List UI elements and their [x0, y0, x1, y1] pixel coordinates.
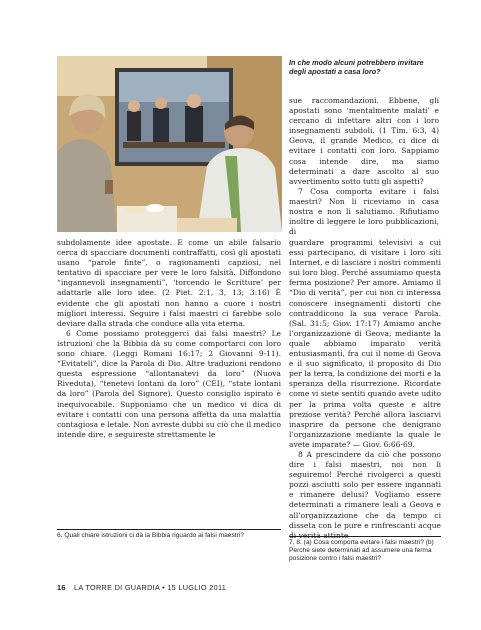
paragraph-5-end: sue raccomandazioni. Ebbene, gli apostati sono ‘mentalmente malati’ e cercano di infettare altri con i loro insegnamenti subdoli. (1 Tim. 6:3, 4) Geova, il grande Medico, ci dice di evitare i contatti con loro. Sappiamo cosa intende dire, ma siamo determinati a dare ascolto al suo avvertimento sotto tutti gli aspetti? [289, 96, 439, 186]
page-footer [57, 583, 226, 592]
issue-date: 15 LUGLIO 2011 [167, 583, 227, 592]
photo-caption: In che modo alcuni potrebbero invitare degli apostati a casa loro? [289, 58, 424, 76]
footer-bullet: • [162, 583, 165, 592]
study-question-7-8: 7, 8. (a) Cosa comporta evitare i falsi maestri? (b) Perché siete determinati ad assumere una ferma posizione contro i falsi maestri? [289, 539, 434, 562]
magazine-title: LA TORRE DI GUARDIA [74, 583, 160, 592]
paragraph-6: 6 Come possiamo proteggerci dai falsi maestri? Le istruzioni che la Bibbia dà su come comportarci con loro sono chiare. (Leggi Romani 16:17; 2 Giovanni 9-11). “Evitateli”, dice la Parola di Dio. Altre traduzioni rendono questa espressione “allontanatevi da loro” (Nuova Riveduta), “tenetevi lontani da loro” (CEI), “state lontani da loro” (Parola del Signore). Questo consiglio ispirato è inequivocabile. Supponiamo che un medico vi dica di evitare i contatti con una persona affetta da una malattia contagiosa e letale. Non avreste dubbi su ciò che il medico intende dire, e seguireste strettamente le [57, 328, 281, 439]
photo-illustration [57, 56, 282, 232]
paragraph-7-end: guardare programmi televisivi a cui essi partecipano, di visitare i loro siti Internet, e di lasciare i nostri commenti sui loro blog. Perché assumiamo questa ferma posizione? Per amore. Amiamo il “Dio di verità”, per cui non ci interessa conoscere insegnamenti distorti che contraddicono la sua verace Parola. (Sal. 31:5; Giov. 17:17) Amiamo anche l’organizzazione di Geova, mediante la quale abbiamo imparato verità entusiasmanti, fra cui il nome di Geova e il suo significato, il proposito di Dio per la terra, la condizione dei morti e la speranza della risurrezione. Ricordate come vi siete sentiti quando avete udito per la prima volta queste e altre preziose verità? Perché allora lasciarvi inasprire da persone che denigrano l’organizzazione mediante la quale le avete imparate? — Giov. 6:66-69. [289, 238, 441, 449]
right-column [289, 238, 441, 541]
page-number: 16 [57, 583, 66, 592]
left-column [57, 238, 281, 440]
question-divider-left [57, 529, 281, 530]
paragraph-7-start: 7 Cosa comporta evitare i falsi maestri? Non li riceviamo in casa nostra e non li salutiamo. Rifiutiamo inoltre di leggere le loro pubblicazioni, di [289, 186, 439, 237]
question-divider-right [289, 536, 441, 537]
paragraph-5: subdolamente idee apostate. E come un abile falsario cerca di spacciare documenti contraffatti, così gli apostati usano “parole finte”, o ragionamenti capziosi, nel tentativo di spacciare per vere le loro falsità. Diffondono “ingannevoli insegnamenti”, ‘torcendo le Scritture’ per adattarle alle loro idee. (2 Piet. 2:1, 3, 13; 3:16) È evidente che gli apostati non hanno a cuore i nostri migliori interessi. Seguire i falsi maestri ci farebbe solo deviare dalla strada che conduce alla vita eterna. [57, 238, 281, 328]
paragraph-8: 8 A prescindere da ciò che possono dire i falsi maestri, noi non li seguiremo! Perché rivolgerci a questi pozzi asciutti solo per essere ingannati e rimanere delusi? Vogliamo essere determinati a rimanere leali a Geova e all’organizzazione che da tempo ci disseta con le pure e rinfrescanti acque di verità attinte [289, 449, 441, 540]
right-column-top [289, 96, 439, 237]
article-photo [57, 56, 282, 232]
study-question-6: 6. Quali chiare istruzioni ci dà la Bibbia riguardo ai falsi maestri? [57, 532, 244, 539]
